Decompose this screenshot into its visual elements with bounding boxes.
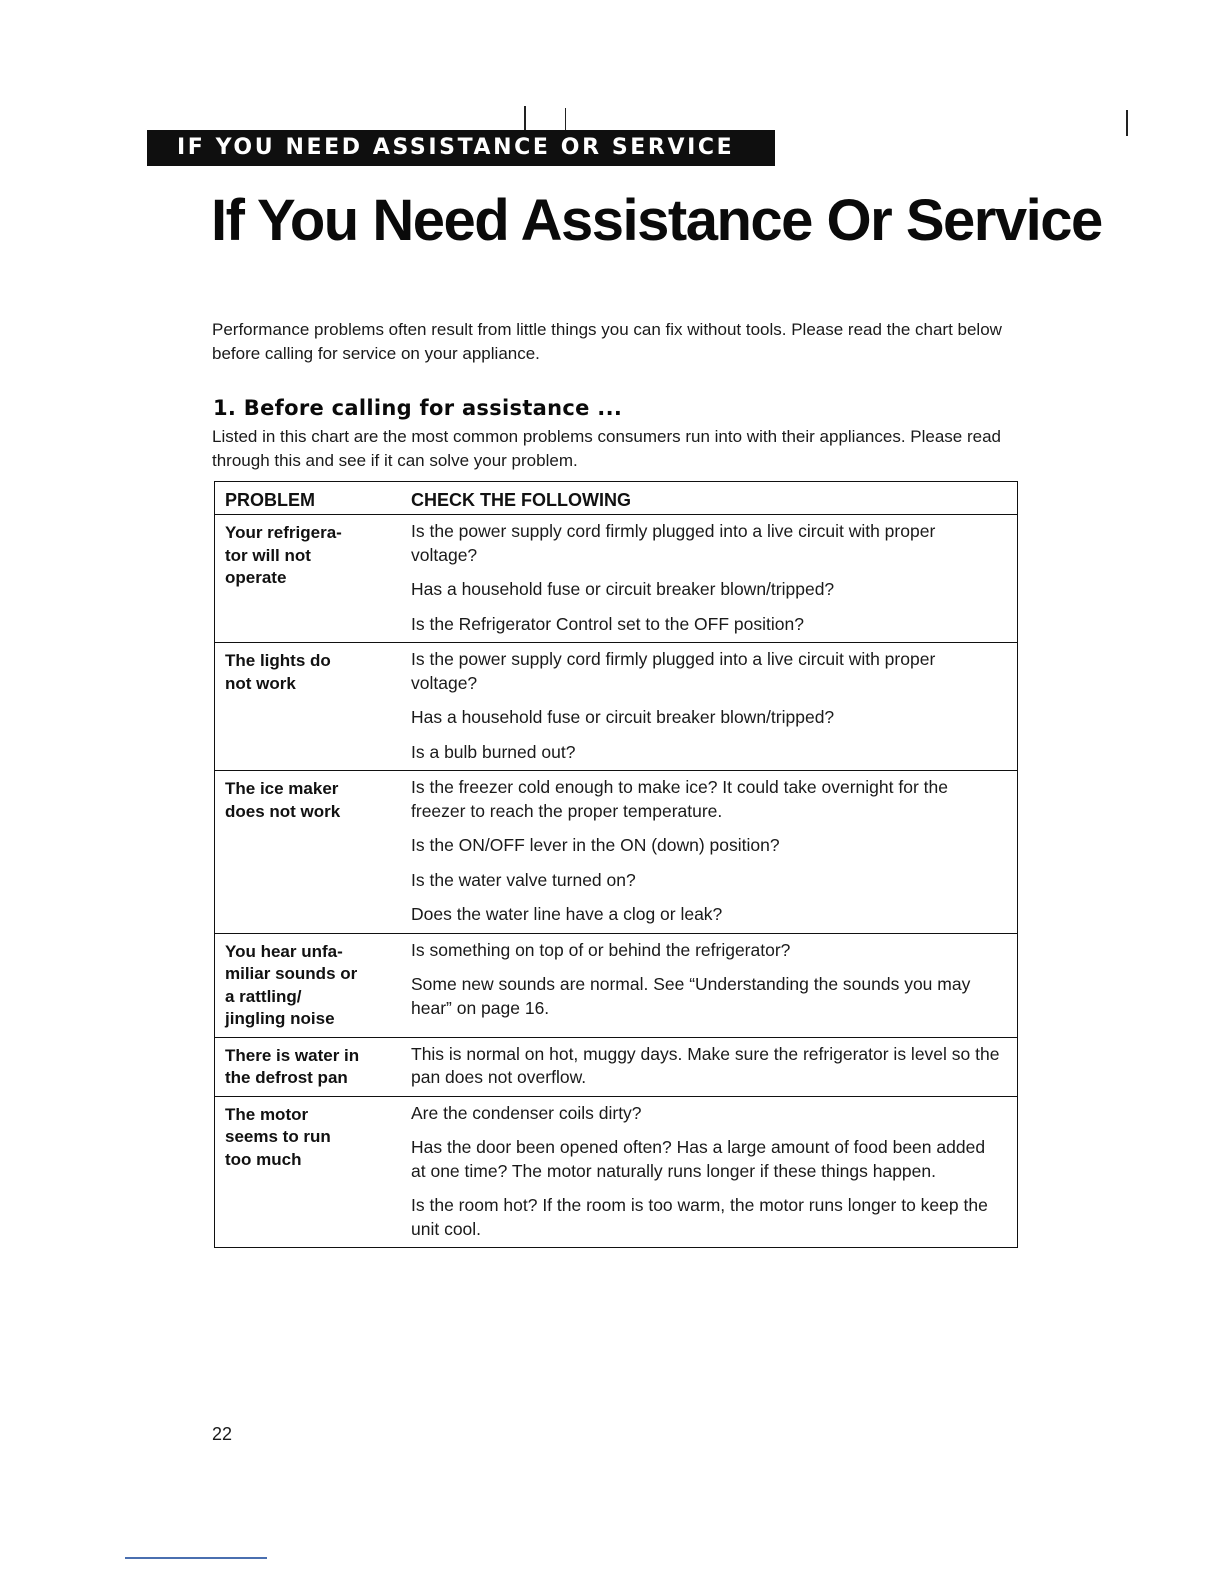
table-row (215, 1096, 1017, 1248)
table-row (215, 514, 1017, 642)
check-item: Is the room hot? If the room is too warm, the motor runs longer to keep the unit cool. (411, 1195, 988, 1239)
checks-cell (411, 1038, 1017, 1096)
column-header-check: CHECK THE FOLLOWING (411, 490, 631, 510)
check-item: Has the door been opened often? Has a large amount of food been added at one time? The motor naturally runs longer if these things happen. (411, 1137, 986, 1181)
check-item: Is a bulb burned out? (411, 741, 576, 762)
checks-cell (411, 1097, 1017, 1248)
checks-cell (411, 643, 1017, 770)
check-item: Some new sounds are normal. See “Understanding the sounds you may hear” on page 16. (411, 974, 971, 1018)
check-item: Is the Refrigerator Control set to the OFF position? (411, 613, 804, 634)
problem-cell: You hear unfa- miliar sounds or a rattling/ jingling noise (225, 941, 358, 1028)
footer-rule (125, 1557, 267, 1559)
table-header-row (215, 482, 1017, 514)
check-item: Does the water line have a clog or leak? (411, 904, 723, 924)
intro-paragraph: Performance problems often result from little things you can fix without tools. Please read the chart below before calling for service on your appliance. (212, 320, 1002, 363)
problem-cell: There is water in the defrost pan (225, 1045, 360, 1087)
section-banner: IF YOU NEED ASSISTANCE OR SERVICE (147, 130, 775, 166)
table-row (215, 770, 1017, 933)
checks-cell (411, 771, 1017, 933)
check-item: Is the freezer cold enough to make ice? It could take overnight for the freezer to reach the proper temperature. (411, 777, 948, 821)
table-row (215, 642, 1017, 770)
problem-cell: The motor seems to run too much (225, 1104, 331, 1169)
check-item: Has a household fuse or circuit breaker blown/tripped? (411, 579, 835, 599)
registration-mark (524, 106, 526, 130)
check-item: Is something on top of or behind the refrigerator? (411, 939, 791, 960)
section-intro: Listed in this chart are the most common problems consumers run into with their appliances. Please read through this and see if it can solve your problem. (212, 427, 1001, 470)
registration-mark (1126, 110, 1128, 136)
check-item: Is the power supply cord firmly plugged into a live circuit with proper voltage? (411, 649, 936, 693)
check-item: Is the power supply cord firmly plugged into a live circuit with proper voltage? (411, 521, 936, 565)
problem-cell: The ice maker does not work (225, 779, 341, 821)
table-row (215, 1037, 1017, 1096)
check-item: Is the water valve turned on? (411, 869, 636, 890)
page-number: 22 (212, 1424, 233, 1444)
checks-cell (411, 515, 1017, 642)
section-heading: 1. Before calling for assistance ... (213, 396, 623, 420)
problem-cell: The lights do not work (225, 651, 331, 693)
troubleshooting-table (214, 481, 1018, 1248)
registration-mark (565, 108, 566, 130)
column-header-problem: PROBLEM (225, 490, 315, 510)
checks-cell (411, 934, 1017, 1037)
check-item: Is the ON/OFF lever in the ON (down) position? (411, 835, 780, 855)
page-title: If You Need Assistance Or Service (211, 188, 1102, 253)
table-row (215, 933, 1017, 1037)
check-item: Are the condenser coils dirty? (411, 1102, 642, 1123)
problem-cell: Your refrigera- tor will not operate (225, 523, 342, 587)
check-item: This is normal on hot, muggy days. Make sure the refrigerator is level so the pan does not overflow. (411, 1043, 1000, 1087)
check-item: Has a household fuse or circuit breaker blown/tripped? (411, 707, 835, 727)
